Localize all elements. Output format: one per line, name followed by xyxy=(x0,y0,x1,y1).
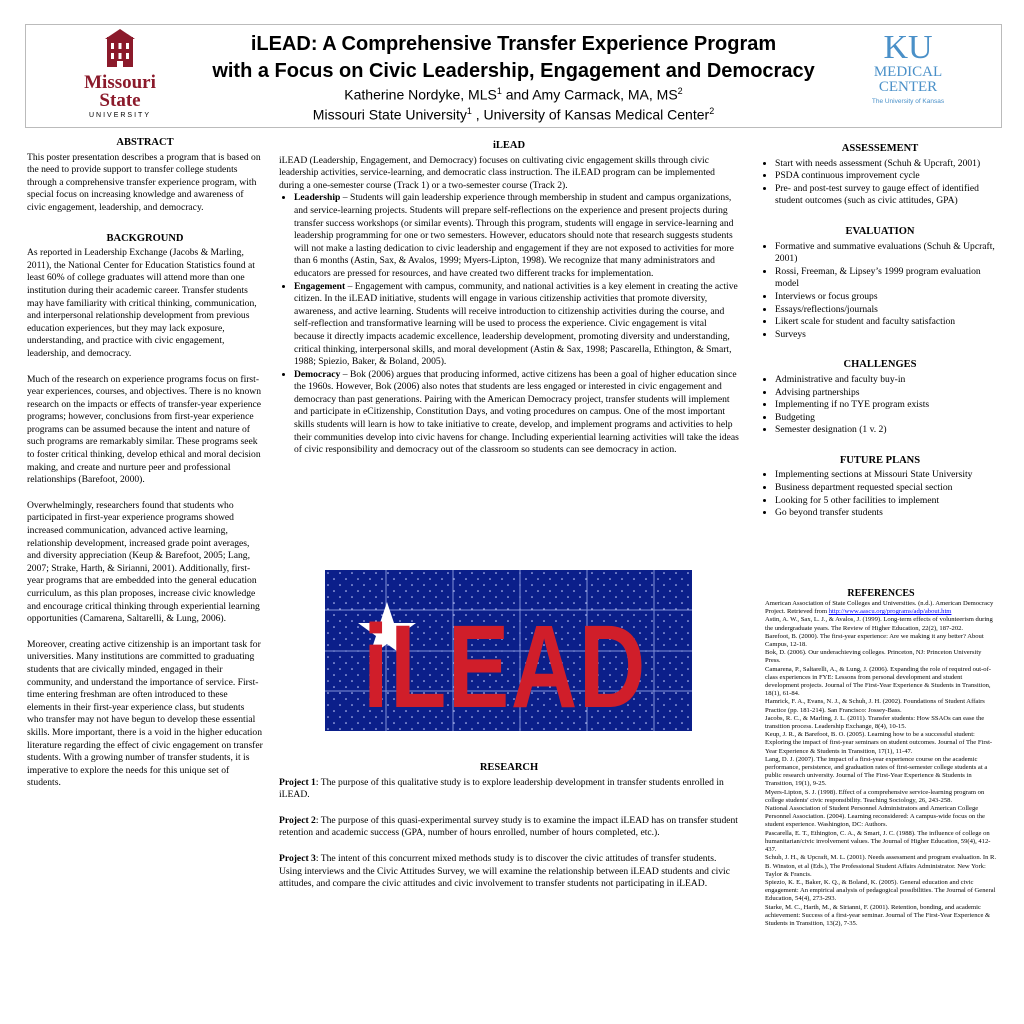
reference-item: Camarena, P., Saltarelli, A., & Lung, J. (2006). Expanding the role of required out-of-class experiences in FYE: Lessons from personal development and student development projects. Journal of The First-Year Experience & Students in Transition, 18(1), 61-84. xyxy=(765,665,991,698)
right-column xyxy=(760,143,1000,538)
authors xyxy=(26,86,1001,103)
challenges-heading: CHALLENGES xyxy=(843,359,917,371)
abstract-heading: ABSTRACT xyxy=(116,137,174,148)
reference-item: Lang, D. J. (2007). The impact of a first-year experience course on the academic performance, persistence, and graduation rates of first-semester college students at a public research university. Journal of The First-Year Experience & Students in Transition, 19(1), 9-25. xyxy=(765,755,988,788)
reference-item: National Association of Student Personnel Administrators and American College Personnel Association. (2004). Learning reconsidered: A campus-wide focus on the student experience. Washington, DC: Authors. xyxy=(765,805,985,829)
ilead-flag-graphic xyxy=(325,570,692,731)
list-item: • Semester designation (1 v. 2) xyxy=(775,424,1000,437)
project-2-label: Project 2 xyxy=(279,814,316,826)
author-text-1: Katherine Nordyke, MLS xyxy=(344,86,497,103)
reference-1-link[interactable]: http://www.aascu.org/programs/adp/about.htm xyxy=(828,608,952,616)
affil-text-2: , University of Kansas Medical Center xyxy=(471,106,710,123)
logo-center: CENTER xyxy=(878,79,938,95)
reference-item: Bok, D. (2006). Our underachieving colleges. Princeton, NJ: Princeton University Press. xyxy=(765,649,982,665)
list-item xyxy=(294,369,739,457)
reference-item: Starke, M. C., Harth, M., & Sirianni, F. (2001). Retention, bonding, and academic achievement: Success of a first-year seminar. Journal of The First-Year Experience & Students in Transition, 13(2), 7-35. xyxy=(765,903,991,927)
challenges-list xyxy=(760,374,1000,437)
background-paragraph-4: Moreover, creating active citizenship is an important task for universities. Many institutions are committed to graduating students that are civically minded, engaged in their community, and understand the importance of service. First-time entering freshman are often introduced to these elements in their first-year experience class, but students who transfer may not have begun to develop these essential skills. More important, there is a void in the higher education literature regarding the effect of civic engagement on transfer students. With a growing number of transfer students, it is imperative to explore the needs for this unique set of students. xyxy=(27,638,263,789)
logo-ku: KU xyxy=(883,29,933,66)
democracy-label: Democracy xyxy=(294,368,341,380)
democracy-text: – Bok (2006) argues that producing informed, active citizens has been a goal of higher education since the 1960s. However, Bok (2006) also notes that students are less engaged or interested in civic engagement and democracy than past generations. Pairing with the American Democracy project, transfer students will implement and participate in eCitizenship, Constitution Days, and voting procedures on campus. One of the most important skills students will learn is how to take initiative to create, develop, and implement programs and activities to help their communities develop into civic havens for change. Including experiential learning activities will take the ideas of civic responsibility and democracy out of the classroom so students can see democracy in action. xyxy=(294,368,739,456)
list-item: • Go beyond transfer students xyxy=(775,507,1000,520)
middle-column xyxy=(279,140,739,467)
ku-medical-center-logo xyxy=(858,31,958,123)
list-item: • Start with needs assessment (Schuh & Upcraft, 2001) xyxy=(775,158,1000,171)
leadership-text: – Students will gain leadership experience through membership in student and campus organizations, and service-learning projects. Students will prepare self-reflections on the experience and present projects during transfer success workshops (or similar events). Through this program, students will engage in service-learning and leadership programming for one or two semesters. However, educators should note that research suggests students will not make a lasting dedication to civic leadership and engagement if they are not exposed to activities for more than 6 months (Astin, Sax, & Avalos, 1999; Myers-Lipton, 1998). We recognize that many administrators and educators are pressed for resources, and have created two different tracks for implementation. xyxy=(294,192,734,279)
background-paragraph-1: As reported in Leadership Exchange (Jacobs & Marling, 2011), the National Center for Education Statistics found at least 60% of college graduates will attend more than one institution during their academic career. Transfer students may have familiarity with critical thinking, communication, and interpersonal relationship development from previous education experiences, but they may lack exposure, understanding, and practice with civic engagement, leadership, and democracy. xyxy=(27,247,257,359)
future-plans-heading: FUTURE PLANS xyxy=(839,454,921,466)
list-item: • Essays/reflections/journals xyxy=(775,304,1000,317)
poster-header xyxy=(25,24,1002,128)
list-item: • Advising partnerships xyxy=(775,387,1000,400)
list-item: • PSDA continuous improvement cycle xyxy=(775,170,1000,183)
list-item: • Implementing if no TYE program exists xyxy=(775,399,1000,412)
ilead-intro: iLEAD (Leadership, Engagement, and Democracy) focuses on cultivating civic engagement skills through civic leadership activities, service-learning, and democratic class instruction. The iLEAD program can be implemented during a one-semester course (Track 1) or a two-semester course (Track 2). xyxy=(279,154,715,191)
background-paragraph-2: Much of the research on experience programs focus on first-year experiences, courses, and objectives. There is no known research on the impacts or effects of transfer-year experience programs; however, conclusions from first-year experience programs can be assumed because the intent and nature of such programs are remarkably similar. These programs seek to foster critical thinking, develop ethical and moral decision making, and create and nurture peer and professional relationships (Barefoot, 2000). xyxy=(27,373,262,486)
assessment-list xyxy=(760,158,1000,208)
project-3 xyxy=(279,853,739,891)
list-item: • Surveys xyxy=(775,329,1000,342)
project-1-label: Project 1 xyxy=(279,776,316,788)
background-paragraph-3: Overwhelmingly, researchers found that students who participated in first-year experience programs showed increased communication, advanced active learning, relationship development, increased grade point averages, and diversity appreciation (Keup & Barefoot, 2005; Lang, 2007; Strake, Harth, & Sirianni, 2001). Additionally, first-year programs that are embedded into the general education curriculum, as this plan proposes, increase civic knowledge and encourage critical thinking through experiential learning opportunities (Camarena, Saltarelli, & Lung, 2006). xyxy=(27,499,260,625)
project-2 xyxy=(279,815,739,840)
affil-sup-2: 2 xyxy=(709,106,715,116)
project-2-text: : The purpose of this quasi-experimental survey study is to examine the impact iLEAD has on transfer student retention and academic success (GPA, number of hours enrolled, number of hours completed, etc.). xyxy=(279,814,738,839)
logo-medical: MEDICAL xyxy=(873,64,943,80)
ilead-heading: iLEAD xyxy=(492,140,526,151)
logo-state: State xyxy=(99,90,141,111)
list-item: • Pre- and post-test survey to gauge effect of identified student outcomes (such as civic attitudes, GPA) xyxy=(775,183,1000,208)
reference-item: Schuh, J. H., & Upcraft, M. L. (2001). Needs assessment and program evaluation. In R. B. Winston, et al (Eds.), The Professional Student Affairs Administrator. New York: Taylor & Francis. xyxy=(765,854,997,878)
evaluation-heading: EVALUATION xyxy=(845,225,915,237)
author-sup-1: 1 xyxy=(496,86,502,96)
leadership-label: Leadership xyxy=(294,192,341,204)
reference-1-text: American Association of State Colleges and Universities. (n.d.). American Democracy Project. Retrieved from xyxy=(765,600,994,616)
logo-university: UNIVERSITY xyxy=(88,112,151,119)
research-section xyxy=(279,762,739,901)
list-item: • Likert scale for student and faculty satisfaction xyxy=(775,316,1000,329)
reference-item: Spiezio, K. E., Baker, K. Q., & Boland, K. (2005). General education and civic engagement: An empirical analysis of pedagogical possibilities. The Journal of General Education, 54(4), 273-293. xyxy=(765,878,996,903)
list-item: • Implementing sections at Missouri State University xyxy=(775,469,1000,482)
reference-item: Hamrick, F. A., Evans, N. J., & Schuh, J. H. (2002). Foundations of Student Affairs Practice (pp. 181-214). San Francisco: Jossey-Bass. xyxy=(765,698,985,714)
author-sup-2: 2 xyxy=(677,86,683,96)
list-item: • Interviews or focus groups xyxy=(775,291,1000,304)
project-3-label: Project 3 xyxy=(279,852,316,864)
project-1-text: : The purpose of this qualitative study is to explore leadership development in transfer students enrolled in iLEAD. xyxy=(279,776,724,801)
abstract-text: This poster presentation describes a program that is based on the need to provide support to transfer college students through a comprehensive transfer experience program, with special focus on increasing knowledge and awareness of civic engagement, leadership, and democracy. xyxy=(27,151,261,213)
background-heading: BACKGROUND xyxy=(106,232,184,244)
project-1 xyxy=(279,777,739,802)
left-column xyxy=(27,137,263,800)
reference-item: Astin, A. W., Sax, L. J., & Avalos, J. (1999). Long-term effects of volunteerism during the undergraduate years. The Review of Higher Education, 22(2), 187-202. xyxy=(765,616,993,632)
references-heading: REFERENCES xyxy=(847,588,915,599)
engagement-label: Engagement xyxy=(294,280,346,292)
author-text-2: and Amy Carmack, MA, MS xyxy=(501,86,678,103)
list-item: • Budgeting xyxy=(775,412,1000,425)
reference-item xyxy=(765,600,997,616)
affil-text-1: Missouri State University xyxy=(312,106,467,123)
references-section xyxy=(765,588,997,928)
affiliations xyxy=(26,106,1001,123)
engagement-text: – Engagement with campus, community, and national activities is a key element in creating the active citizen. In the iLEAD initiative, students will engage in various citizenship activities that promote diversity, awareness, and active learning. Students will receive introduction to citizenship activities during the course, and self-reflection and transformative learning will be used to process the experience. Civic engagement is vital because it directly impacts academic excellence, leadership development, promoting diversity and understanding, critical thinking, interpersonal skills, and moral development (Astin & Sax, 1998; Pascarella, Ethington, & Smart, 1988; Spiezio, Baker, & Boland, 2005). xyxy=(294,280,738,368)
future-plans-list xyxy=(760,469,1000,519)
logo-missouri: Missouri xyxy=(84,72,156,93)
research-heading: RESEARCH xyxy=(479,762,539,773)
reference-item: Jacobs, R. C., & Marling, J. L. (2011). Transfer students: How SSAOs can ease the transition process. Leadership Exchange, 8(4), 10-15. xyxy=(765,714,985,731)
reference-item: Barefoot, B. (2000). The first-year experience: Are we making it any better? About Campus, 12-18. xyxy=(765,632,984,649)
list-item: • Formative and summative evaluations (Schuh & Upcraft, 2001) xyxy=(775,241,1000,266)
list-item xyxy=(294,192,739,280)
project-3-text: : The intent of this concurrent mixed methods study is to discover the civic attitudes of transfer students. Using interviews and the Civic Attitudes Survey, we will examine the relationship between iLEAD students and civic attitudes, and compare the civic attitudes and civic involvement to transfer students not participating in iLEAD. xyxy=(279,852,730,890)
logo-univ-kansas: The University of Kansas xyxy=(871,98,945,105)
poster-title-line1: iLEAD: A Comprehensive Transfer Experience Program xyxy=(250,33,777,55)
affil-sup-1: 1 xyxy=(466,106,472,116)
reference-item: Pascarella, E. T., Ethington, C. A., & Smart, J. C. (1988). The influence of college on humanitarian/civic involvement values. The Journal of Higher Education, 59(4), 412-437. xyxy=(765,829,991,854)
graphic-ilead-text: iLEAD xyxy=(363,601,647,731)
list-item: • Looking for 5 other facilities to implement xyxy=(775,495,1000,508)
list-item xyxy=(294,281,739,369)
list-item: • Administrative and faculty buy-in xyxy=(775,374,1000,387)
list-item: • Rossi, Freeman, & Lipsey’s 1999 program evaluation model xyxy=(775,266,1000,291)
assessment-heading: ASSESSEMENT xyxy=(841,143,919,154)
poster-title-line2: with a Focus on Civic Leadership, Engagement and Democracy xyxy=(212,60,815,82)
ilead-components-list xyxy=(279,192,739,456)
evaluation-list xyxy=(760,241,1000,342)
reference-item: Keup, J. R., & Barefoot, B. O. (2005). Learning how to be a successful student: Exploring the impact of first-year seminars on student outcomes. Journal of The First-Year Experience & Students in Transition, 17(1), 11-47. xyxy=(765,731,993,755)
reference-item: Myers-Lipton, S. J. (1998). Effect of a comprehensive service-learning program on college students' civic responsibility. Teaching Sociology, 26, 243-258. xyxy=(765,788,985,804)
list-item: • Business department requested special section xyxy=(775,482,1000,495)
